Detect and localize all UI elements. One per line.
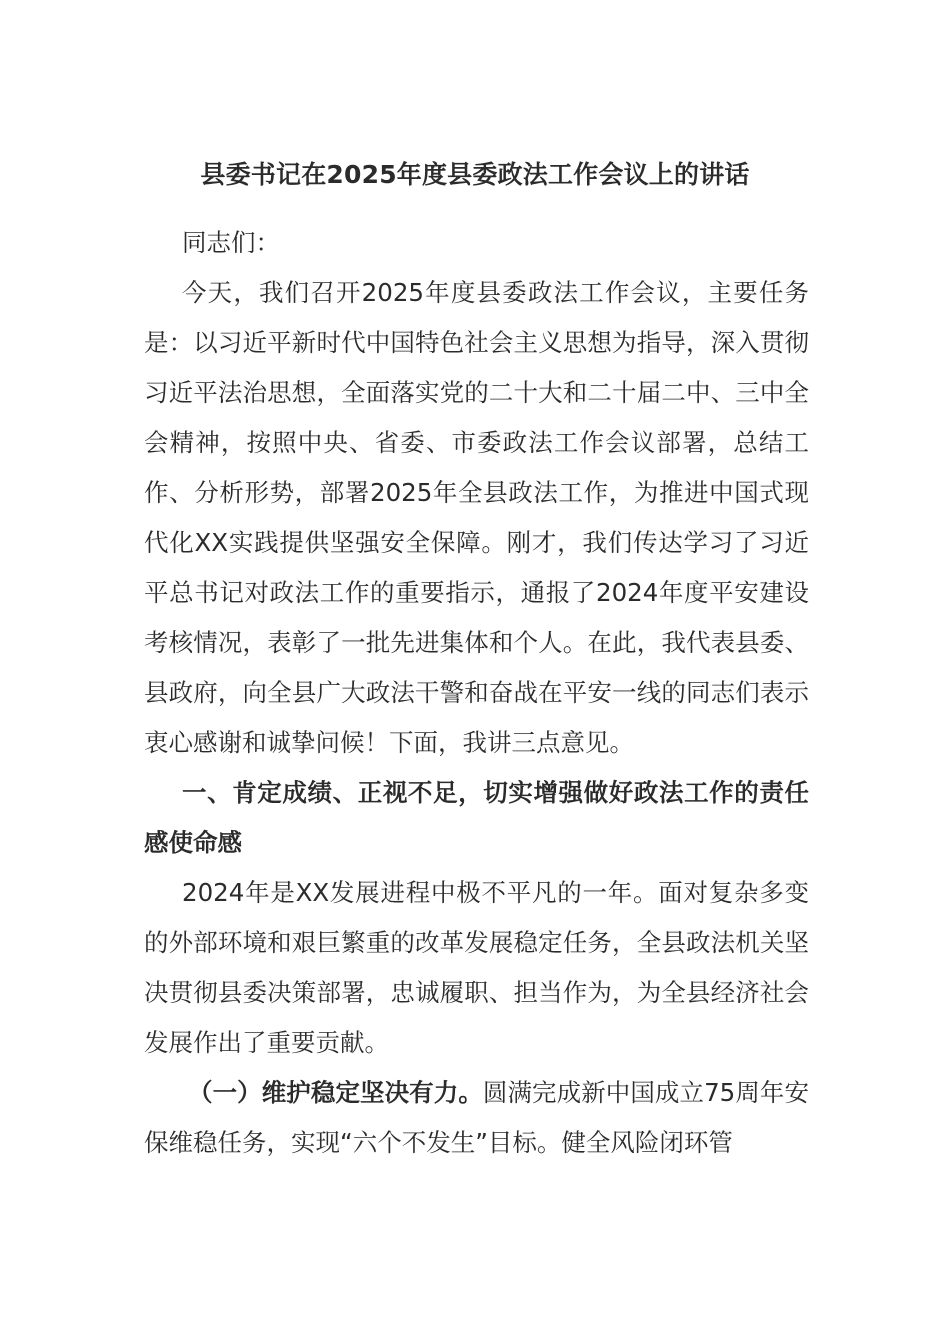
subsection-1-text: 圆满完成新中国成立75周年安保维稳任务，实现“六个不发生”目标。健全风险闭环管 bbox=[144, 1078, 809, 1157]
section-heading-1: 一、肯定成绩、正视不足，切实增强做好政法工作的责任感使命感 bbox=[144, 778, 809, 857]
subsection-1-lead: （一）维护稳定坚决有力。 bbox=[188, 1078, 483, 1107]
paragraph-achievements: 2024年是XX发展进程中极不平凡的一年。面对复杂多变的外部环境和艰巨繁重的改革发展稳定任务，全县政法机关坚决贯彻县委决策部署，忠诚履职、担当作为，为全县经济社会发展作出了重要贡献。 bbox=[144, 878, 809, 1057]
paragraph-intro: 今天，我们召开2025年度县委政法工作会议，主要任务是：以习近平新时代中国特色社会主义思想为指导，深入贯彻习近平法治思想，全面落实党的二十大和二十届二中、三中全会精神，按照中央、省委、市委政法工作会议部署，总结工作、分析形势，部署2025年全县政法工作，为推进中国式现代化XX实践提供坚强安全保障。刚才，我们传达学习了习近平总书记对政法工作的重要指示，通报了2024年度平安建设考核情况，表彰了一批先进集体和个人。在此，我代表县委、县政府，向全县广大政法干警和奋战在平安一线的同志们表示衷心感谢和诚挚问候！下面，我讲三点意见。 bbox=[144, 278, 809, 757]
subsection-1 bbox=[144, 1068, 809, 1168]
salutation: 同志们： bbox=[182, 228, 280, 257]
document-body bbox=[144, 218, 809, 1168]
document-title: 县委书记在2025年度县委政法工作会议上的讲话 bbox=[200, 160, 750, 189]
